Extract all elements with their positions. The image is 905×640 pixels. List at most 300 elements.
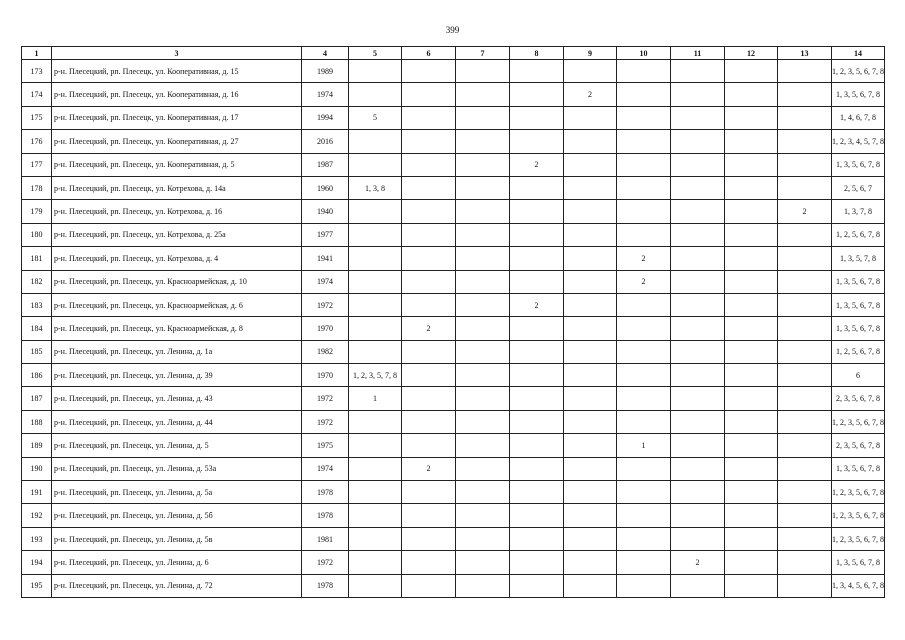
cell-col-9: [564, 340, 617, 363]
cell-year: 1972: [302, 410, 349, 433]
cell-col-11: [671, 340, 725, 363]
cell-col-12: [725, 293, 778, 316]
cell-col-12: [725, 83, 778, 106]
cell-col-10: [617, 387, 671, 410]
cell-col-10: [617, 106, 671, 129]
cell-col-9: [564, 200, 617, 223]
cell-col-13: [778, 60, 832, 83]
cell-col-9: [564, 574, 617, 597]
cell-address: р-н. Плесецкий, рп. Плесецк, ул. Ленина, д. 43: [52, 387, 302, 410]
cell-col-6: [402, 481, 456, 504]
cell-col-10: [617, 200, 671, 223]
table-row: [22, 153, 885, 176]
cell-number: 183: [22, 293, 52, 316]
cell-col-12: [725, 200, 778, 223]
cell-col-12: [725, 504, 778, 527]
cell-col-14: 2, 3, 5, 6, 7, 8: [832, 387, 885, 410]
cell-col-14: 1, 3, 5, 7, 8: [832, 247, 885, 270]
col-header-8: 8: [510, 47, 564, 60]
cell-year: 1994: [302, 106, 349, 129]
cell-col-9: [564, 60, 617, 83]
cell-col-11: [671, 176, 725, 199]
table-row: [22, 527, 885, 550]
cell-address: р-н. Плесецкий, рп. Плесецк, ул. Красноармейская, д. 10: [52, 270, 302, 293]
cell-year: 2016: [302, 130, 349, 153]
cell-col-13: [778, 481, 832, 504]
cell-col-7: [456, 247, 510, 270]
cell-col-5: [349, 247, 402, 270]
cell-col-6: [402, 504, 456, 527]
cell-col-10: [617, 457, 671, 480]
cell-col-13: 2: [778, 200, 832, 223]
cell-col-7: [456, 481, 510, 504]
cell-col-7: [456, 200, 510, 223]
cell-col-6: [402, 83, 456, 106]
cell-col-8: [510, 200, 564, 223]
cell-year: 1940: [302, 200, 349, 223]
cell-col-13: [778, 293, 832, 316]
cell-col-11: [671, 527, 725, 550]
cell-col-6: [402, 340, 456, 363]
cell-col-8: [510, 434, 564, 457]
cell-number: 193: [22, 527, 52, 550]
cell-col-13: [778, 153, 832, 176]
cell-col-5: [349, 434, 402, 457]
cell-number: 175: [22, 106, 52, 129]
cell-col-13: [778, 106, 832, 129]
cell-col-8: [510, 317, 564, 340]
table-row: [22, 364, 885, 387]
cell-col-5: [349, 200, 402, 223]
cell-col-11: 2: [671, 551, 725, 574]
cell-col-11: [671, 457, 725, 480]
cell-address: р-н. Плесецкий, рп. Плесецк, ул. Ленина, д. 5в: [52, 527, 302, 550]
col-header-3: 3: [52, 47, 302, 60]
cell-col-8: [510, 364, 564, 387]
cell-col-13: [778, 340, 832, 363]
col-header-11: 11: [671, 47, 725, 60]
cell-col-7: [456, 387, 510, 410]
cell-year: 1974: [302, 270, 349, 293]
cell-col-7: [456, 223, 510, 246]
cell-col-11: [671, 293, 725, 316]
cell-col-10: 1: [617, 434, 671, 457]
cell-col-14: 1, 3, 5, 6, 7, 8: [832, 153, 885, 176]
cell-address: р-н. Плесецкий, рп. Плесецк, ул. Ленина, д. 5: [52, 434, 302, 457]
cell-col-5: [349, 83, 402, 106]
cell-number: 187: [22, 387, 52, 410]
cell-col-8: [510, 130, 564, 153]
cell-number: 179: [22, 200, 52, 223]
table-row: [22, 387, 885, 410]
cell-col-8: [510, 83, 564, 106]
cell-col-14: 1, 3, 5, 6, 7, 8: [832, 270, 885, 293]
cell-col-9: [564, 106, 617, 129]
table-row: [22, 317, 885, 340]
page-number: 399: [445, 25, 460, 35]
housing-table: [21, 46, 885, 598]
cell-col-11: [671, 60, 725, 83]
cell-address: р-н. Плесецкий, рп. Плесецк, ул. Котрехова, д. 25а: [52, 223, 302, 246]
cell-col-5: [349, 504, 402, 527]
table-row: [22, 434, 885, 457]
cell-col-5: [349, 293, 402, 316]
cell-col-11: [671, 410, 725, 433]
cell-col-5: [349, 340, 402, 363]
cell-col-11: [671, 574, 725, 597]
cell-col-8: [510, 504, 564, 527]
cell-col-8: [510, 551, 564, 574]
cell-address: р-н. Плесецкий, рп. Плесецк, ул. Красноармейская, д. 8: [52, 317, 302, 340]
cell-col-11: [671, 153, 725, 176]
col-header-1: 1: [22, 47, 52, 60]
cell-col-9: [564, 410, 617, 433]
cell-col-6: [402, 270, 456, 293]
cell-col-7: [456, 504, 510, 527]
cell-col-9: [564, 153, 617, 176]
cell-address: р-н. Плесецкий, рп. Плесецк, ул. Красноармейская, д. 6: [52, 293, 302, 316]
cell-number: 177: [22, 153, 52, 176]
cell-col-8: [510, 340, 564, 363]
cell-col-6: [402, 293, 456, 316]
table-row: [22, 481, 885, 504]
cell-col-8: 2: [510, 293, 564, 316]
table-body: [22, 60, 885, 598]
cell-address: р-н. Плесецкий, рп. Плесецк, ул. Ленина, д. 39: [52, 364, 302, 387]
cell-col-5: [349, 551, 402, 574]
cell-address: р-н. Плесецкий, рп. Плесецк, ул. Кооперативная, д. 16: [52, 83, 302, 106]
cell-col-5: 5: [349, 106, 402, 129]
cell-col-14: 6: [832, 364, 885, 387]
cell-col-13: [778, 527, 832, 550]
cell-col-5: [349, 457, 402, 480]
cell-year: 1981: [302, 527, 349, 550]
cell-year: 1972: [302, 551, 349, 574]
cell-col-9: [564, 387, 617, 410]
cell-col-12: [725, 270, 778, 293]
cell-number: 191: [22, 481, 52, 504]
cell-address: р-н. Плесецкий, рп. Плесецк, ул. Кооперативная, д. 15: [52, 60, 302, 83]
cell-col-5: [349, 317, 402, 340]
cell-col-13: [778, 387, 832, 410]
table-row: [22, 130, 885, 153]
cell-number: 190: [22, 457, 52, 480]
cell-number: 186: [22, 364, 52, 387]
cell-col-13: [778, 270, 832, 293]
cell-col-11: [671, 270, 725, 293]
cell-col-9: [564, 551, 617, 574]
cell-year: 1972: [302, 293, 349, 316]
cell-col-12: [725, 340, 778, 363]
cell-col-11: [671, 247, 725, 270]
cell-col-9: [564, 434, 617, 457]
table-row: [22, 60, 885, 83]
cell-col-12: [725, 457, 778, 480]
cell-col-7: [456, 176, 510, 199]
cell-year: 1987: [302, 153, 349, 176]
table-row: [22, 247, 885, 270]
cell-number: 180: [22, 223, 52, 246]
cell-col-7: [456, 317, 510, 340]
cell-col-9: [564, 504, 617, 527]
header-row: [22, 47, 885, 60]
cell-col-6: [402, 130, 456, 153]
cell-col-11: [671, 200, 725, 223]
cell-col-6: [402, 410, 456, 433]
cell-year: 1974: [302, 83, 349, 106]
cell-col-9: [564, 317, 617, 340]
cell-col-12: [725, 247, 778, 270]
cell-col-8: [510, 481, 564, 504]
cell-col-6: [402, 106, 456, 129]
cell-address: р-н. Плесецкий, рп. Плесецк, ул. Котрехова, д. 16: [52, 200, 302, 223]
cell-col-12: [725, 387, 778, 410]
cell-number: 178: [22, 176, 52, 199]
cell-col-13: [778, 176, 832, 199]
cell-col-13: [778, 574, 832, 597]
table-row: [22, 200, 885, 223]
cell-number: 195: [22, 574, 52, 597]
cell-col-14: 1, 2, 5, 6, 7, 8: [832, 340, 885, 363]
cell-col-8: [510, 60, 564, 83]
table-row: [22, 504, 885, 527]
cell-year: 1982: [302, 340, 349, 363]
cell-col-6: [402, 200, 456, 223]
cell-number: 184: [22, 317, 52, 340]
cell-col-8: [510, 574, 564, 597]
cell-col-5: [349, 153, 402, 176]
cell-col-6: [402, 434, 456, 457]
table-row: [22, 106, 885, 129]
cell-col-9: [564, 223, 617, 246]
cell-col-8: [510, 223, 564, 246]
cell-col-9: [564, 527, 617, 550]
cell-year: 1974: [302, 457, 349, 480]
cell-col-14: 2, 3, 5, 6, 7, 8: [832, 434, 885, 457]
cell-address: р-н. Плесецкий, рп. Плесецк, ул. Ленина, д. 72: [52, 574, 302, 597]
cell-col-12: [725, 410, 778, 433]
cell-col-10: [617, 364, 671, 387]
cell-year: 1970: [302, 317, 349, 340]
cell-col-5: [349, 481, 402, 504]
cell-year: 1978: [302, 481, 349, 504]
cell-col-10: [617, 293, 671, 316]
cell-col-10: [617, 481, 671, 504]
cell-address: р-н. Плесецкий, рп. Плесецк, ул. Ленина, д. 1а: [52, 340, 302, 363]
cell-col-14: 1, 2, 3, 5, 6, 7, 8: [832, 504, 885, 527]
cell-number: 192: [22, 504, 52, 527]
cell-col-13: [778, 410, 832, 433]
cell-col-7: [456, 153, 510, 176]
cell-col-11: [671, 83, 725, 106]
cell-col-13: [778, 317, 832, 340]
cell-col-13: [778, 434, 832, 457]
cell-col-14: 1, 2, 5, 6, 7, 8: [832, 223, 885, 246]
cell-col-7: [456, 574, 510, 597]
cell-col-7: [456, 60, 510, 83]
cell-col-7: [456, 527, 510, 550]
cell-col-9: [564, 176, 617, 199]
table-row: [22, 551, 885, 574]
cell-col-8: [510, 457, 564, 480]
cell-col-10: 2: [617, 270, 671, 293]
cell-number: 189: [22, 434, 52, 457]
cell-address: р-н. Плесецкий, рп. Плесецк, ул. Ленина, д. 44: [52, 410, 302, 433]
cell-address: р-н. Плесецкий, рп. Плесецк, ул. Ленина, д. 6: [52, 551, 302, 574]
cell-address: р-н. Плесецкий, рп. Плесецк, ул. Кооперативная, д. 17: [52, 106, 302, 129]
cell-col-10: [617, 527, 671, 550]
cell-col-7: [456, 293, 510, 316]
cell-col-5: [349, 574, 402, 597]
cell-col-6: [402, 223, 456, 246]
cell-col-8: [510, 176, 564, 199]
col-header-12: 12: [725, 47, 778, 60]
cell-col-14: 1, 2, 3, 5, 6, 7, 8: [832, 527, 885, 550]
cell-col-9: [564, 481, 617, 504]
cell-col-11: [671, 364, 725, 387]
cell-col-14: 1, 3, 5, 6, 7, 8: [832, 551, 885, 574]
cell-col-6: [402, 551, 456, 574]
cell-col-10: [617, 504, 671, 527]
cell-col-7: [456, 106, 510, 129]
cell-col-14: 1, 3, 5, 6, 7, 8: [832, 83, 885, 106]
cell-col-6: [402, 247, 456, 270]
cell-col-13: [778, 223, 832, 246]
cell-year: 1972: [302, 387, 349, 410]
cell-col-9: [564, 457, 617, 480]
cell-col-8: [510, 387, 564, 410]
cell-col-10: [617, 410, 671, 433]
cell-col-12: [725, 527, 778, 550]
cell-col-5: 1: [349, 387, 402, 410]
cell-col-13: [778, 364, 832, 387]
cell-col-10: [617, 130, 671, 153]
cell-col-10: [617, 317, 671, 340]
cell-address: р-н. Плесецкий, рп. Плесецк, ул. Котрехова, д. 14а: [52, 176, 302, 199]
cell-col-11: [671, 317, 725, 340]
cell-col-11: [671, 434, 725, 457]
table-row: [22, 410, 885, 433]
cell-col-12: [725, 574, 778, 597]
cell-col-7: [456, 434, 510, 457]
cell-col-6: [402, 574, 456, 597]
table-row: [22, 457, 885, 480]
cell-col-14: 1, 2, 3, 5, 6, 7, 8: [832, 60, 885, 83]
cell-col-9: [564, 293, 617, 316]
cell-col-14: 1, 3, 4, 5, 6, 7, 8: [832, 574, 885, 597]
cell-col-14: 2, 5, 6, 7: [832, 176, 885, 199]
cell-col-8: 2: [510, 153, 564, 176]
cell-col-14: 1, 3, 7, 8: [832, 200, 885, 223]
cell-col-11: [671, 106, 725, 129]
cell-col-8: [510, 270, 564, 293]
cell-col-5: [349, 223, 402, 246]
cell-col-7: [456, 364, 510, 387]
cell-col-12: [725, 364, 778, 387]
cell-col-10: [617, 176, 671, 199]
cell-col-7: [456, 340, 510, 363]
cell-col-6: 2: [402, 317, 456, 340]
cell-col-8: [510, 410, 564, 433]
table-row: [22, 270, 885, 293]
cell-col-6: [402, 153, 456, 176]
col-header-4: 4: [302, 47, 349, 60]
table-row: [22, 340, 885, 363]
cell-col-10: [617, 83, 671, 106]
cell-col-13: [778, 551, 832, 574]
cell-year: 1970: [302, 364, 349, 387]
cell-col-5: [349, 60, 402, 83]
cell-col-11: [671, 387, 725, 410]
cell-col-12: [725, 434, 778, 457]
col-header-5: 5: [349, 47, 402, 60]
cell-year: 1941: [302, 247, 349, 270]
cell-col-7: [456, 83, 510, 106]
cell-col-12: [725, 223, 778, 246]
cell-number: 182: [22, 270, 52, 293]
cell-year: 1989: [302, 60, 349, 83]
cell-col-5: 1, 2, 3, 5, 7, 8: [349, 364, 402, 387]
table-row: [22, 223, 885, 246]
cell-year: 1978: [302, 574, 349, 597]
cell-col-8: [510, 247, 564, 270]
cell-col-14: 1, 3, 5, 6, 7, 8: [832, 457, 885, 480]
cell-number: 174: [22, 83, 52, 106]
cell-col-9: [564, 364, 617, 387]
cell-col-7: [456, 270, 510, 293]
cell-col-5: [349, 410, 402, 433]
cell-col-10: [617, 60, 671, 83]
cell-col-10: [617, 153, 671, 176]
cell-col-10: [617, 223, 671, 246]
cell-col-11: [671, 504, 725, 527]
cell-col-12: [725, 317, 778, 340]
table-row: [22, 293, 885, 316]
cell-col-14: 1, 3, 5, 6, 7, 8: [832, 317, 885, 340]
cell-col-10: [617, 340, 671, 363]
cell-col-9: 2: [564, 83, 617, 106]
cell-year: 1977: [302, 223, 349, 246]
cell-col-11: [671, 130, 725, 153]
cell-col-9: [564, 247, 617, 270]
cell-address: р-н. Плесецкий, рп. Плесецк, ул. Ленина, д. 5б: [52, 504, 302, 527]
cell-address: р-н. Плесецкий, рп. Плесецк, ул. Кооперативная, д. 5: [52, 153, 302, 176]
cell-col-9: [564, 270, 617, 293]
cell-col-5: [349, 527, 402, 550]
cell-col-14: 1, 3, 5, 6, 7, 8: [832, 293, 885, 316]
cell-col-6: [402, 364, 456, 387]
cell-address: р-н. Плесецкий, рп. Плесецк, ул. Ленина, д. 53а: [52, 457, 302, 480]
col-header-14: 14: [832, 47, 885, 60]
col-header-10: 10: [617, 47, 671, 60]
cell-col-12: [725, 106, 778, 129]
table-row: [22, 83, 885, 106]
cell-year: 1978: [302, 504, 349, 527]
cell-col-13: [778, 247, 832, 270]
cell-col-14: 1, 4, 6, 7, 8: [832, 106, 885, 129]
cell-col-9: [564, 130, 617, 153]
cell-col-5: 1, 3, 8: [349, 176, 402, 199]
cell-col-12: [725, 481, 778, 504]
cell-col-8: [510, 527, 564, 550]
cell-col-12: [725, 551, 778, 574]
cell-col-6: [402, 60, 456, 83]
cell-col-7: [456, 457, 510, 480]
cell-year: 1960: [302, 176, 349, 199]
cell-col-12: [725, 60, 778, 83]
cell-year: 1975: [302, 434, 349, 457]
cell-col-8: [510, 106, 564, 129]
